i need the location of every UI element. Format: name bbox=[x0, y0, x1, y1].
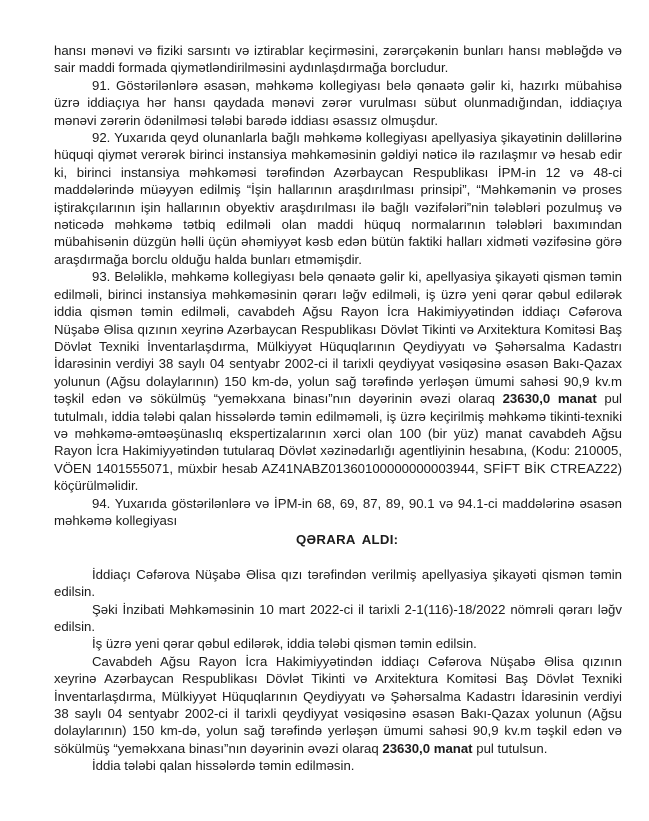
resolution-item-5: İddia tələbi qalan hissələrdə təmin edilməsin. bbox=[92, 758, 355, 774]
resolution-item-1: İddiaçı Cəfərova Nüşabə Əlisa qızı tərəfindən verilmiş apellyasiya şikayəti qismən təmin edilsin. bbox=[54, 566, 622, 600]
document-page bbox=[54, 42, 622, 775]
resolution-item-3: İş üzrə yeni qərar qəbul edilərək, iddia tələbi qismən təmin edilsin. bbox=[92, 636, 477, 652]
decision-heading: QƏRARA ALDI: bbox=[296, 532, 399, 548]
paragraph-93 bbox=[54, 268, 622, 494]
spacer bbox=[54, 549, 622, 566]
resolution-item-4-amount: 23630,0 manat bbox=[382, 740, 473, 756]
paragraph-94: 94. Yuxarıda göstərilənlərə və İPM-in 68, 69, 87, 89, 90.1 və 94.1-ci maddələrinə əsasən məhkəmə kollegiyası bbox=[54, 495, 622, 528]
paragraph-93-text-start: 93. Beləliklə, məhkəmə kollegiyası belə qənaətə gəlir ki, apellyasiya şikayəti qismən təmin edilməli, birinci instansiya məhkəməsinin qərarı ləğv edilməli, iş üzrə yeni qərar qəbul edilərək iddia qismən təmin edilməli, cavabdeh Ağsu Rayon İcra Hakimiyyətindən iddiaçı Cəfərova Nüşabə Əlisa qızının xeyrinə Azərbaycan Respublikası Dövlət Tikinti və Arxitektura Komitəsi Baş Dövlət Texniki İnventarlaşdırma, Mülkiyyət Hüquqlarının Qeydiyyatı və Şəhərsalma Kadastrı İdarəsinin verdiyi 38 saylı 04 sentyabr 2002-ci il tarixli qeydiyyat vəsiqəsinə əsasən Bakı-Qazax yolunun (Ağsu dolaylarının) 150 km-də, yolun sağ tərəfində yerləşən ümumi sahəsi 90,9 kv.m təşkil edən və sökülmüş “yeməkxana binası”nın dəyərinin əvəzi olaraq bbox=[54, 269, 622, 407]
paragraph-93-text-end: pul tutulmalı, iddia tələbi qalan hissələrdə təmin edilməməli, iş üzrə keçirilmiş məhkəmə tikinti-texniki və məhkəmə-əmtəəşünaslıq ekspertizalarının xərci olan 100 (bir yüz) manat cavabdeh Ağsu Rayon İcra Hakimiyyətindən tutularaq Dövlət xəzinədarlığı agentliyinin hesabına, (Kodu: 210005, VÖEN 1401555071, müxbir hesab AZ41NABZ01360100000000003944, SFİFT BİK CTREAZ22) köçürülməlidir. bbox=[54, 391, 622, 494]
resolution-item-4-text-start: Cavabdeh Ağsu Rayon İcra Hakimiyyətindən iddiaçı Cəfərova Nüşabə Əlisa qızının xeyrinə Azərbaycan Respublikası Dövlət Tikinti və Arxitektura Komitəsi Baş Dövlət Texniki İnventarlaşdırma, Mülkiyyət Hüquqlarının Qeydiyyatı və Şəhərsalma Kadastrı İdarəsinin verdiyi 38 saylı 04 sentyabr 2002-ci il tarixli qeydiyyat vəsiqəsinə əsasən Bakı-Qazax yolunun (Ağsu dolaylarının) 150 km-də, yolun sağ tərəfində yerləşən ümumi sahəsi 90,9 kv.m təşkil edən və sökülmüş “yeməkxana binası”nın dəyərinin əvəzi olaraq bbox=[54, 653, 622, 756]
paragraph-91: 91. Göstərilənlərə əsasən, məhkəmə kollegiyası belə qənaətə gəlir ki, hazırkı mübahisə üzrə iddiaçıya hər hansı qaydada mənəvi zərər vurulması sübut olunmadığından, iddiaçıya mənəvi zərərin ödənilməsi tələbi barədə iddiası əsassız olmuşdur. bbox=[54, 77, 622, 128]
paragraph-continuation: hansı mənəvi və fiziki sarsıntı və iztirablar keçirməsini, zərərçəkənin bunları hansı məbləğdə və sair maddi formada qiymətləndirilməsini aydınlaşdırmağa borcludur. bbox=[54, 43, 622, 76]
resolution-item-2: Şəki İnzibati Məhkəməsinin 10 mart 2022-ci il tarixli 2-1(116)-18/2022 nömrəli qərarı ləğv edilsin. bbox=[54, 601, 622, 634]
paragraph-92: 92. Yuxarıda qeyd olunanlarla bağlı məhkəmə kollegiyası apellyasiya şikayətinin dəlillərinə hüquqi qiymət verərək birinci instansiya məhkəməsinin gəldiyi nəticə ilə razılaşmır və hesab edir ki, birinci instansiya məhkəməsi tərəfindən Azərbaycan Respublikası İPM-in 12 və 48-ci maddələrində müəyyən edilmiş “İşin hallarının araşdırılması prinsipi”, “Məhkəmənin və proses iştirakçılarının işin hallarının obyektiv araşdırılması ilə bağlı vəzifələri”nin tələbləri pozulmuş və nəticədə məhkəmə tətbiq edilməli olan maddi hüquq normalarının tələbləri baxımından mübahisənin düzgün həlli üçün əhəmiyyət kəsb edən bütün faktiki halları xidməti vəzifəsinə görə araşdırmağa borclu olduğu halda bunları etməmişdir. bbox=[54, 130, 622, 267]
resolution-item-4 bbox=[54, 653, 622, 757]
resolution-item-4-text-end: pul tutulsun. bbox=[472, 740, 548, 756]
paragraph-93-amount: 23630,0 manat bbox=[502, 391, 597, 407]
